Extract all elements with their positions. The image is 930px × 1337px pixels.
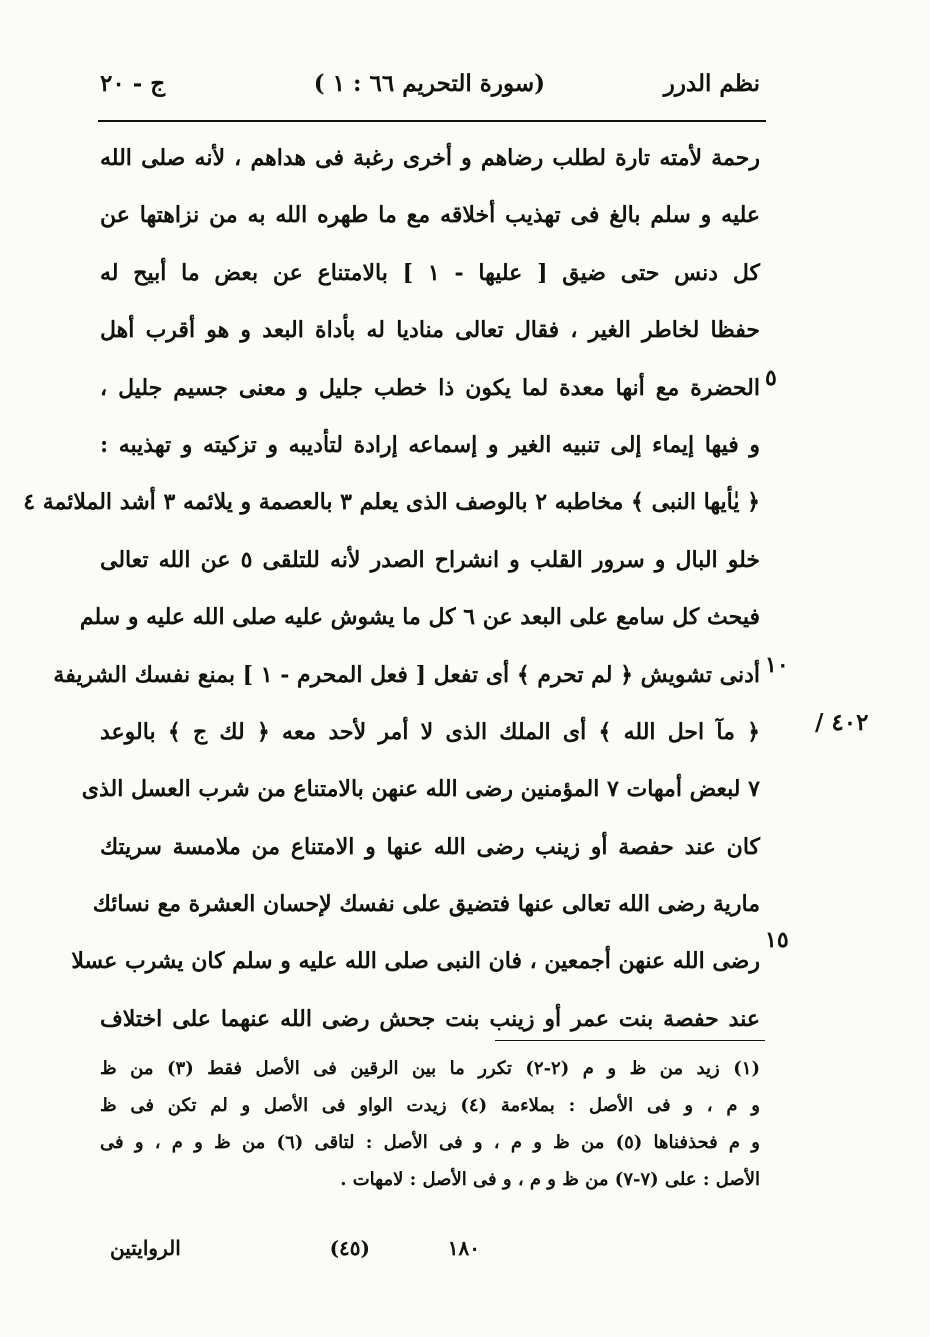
footnote-line: الأصل : على (٧-٧) من ظ و م ، و فى الأصل : لامهات . <box>340 1169 760 1190</box>
text-line: كان عند حفصة أو زينب رضى الله عنها و الامتناع من ملامسة سريتك <box>100 833 760 860</box>
text-line: و فيها إيماء إلى تنبيه الغير و إسماعه إرادة لتأديبه و تزكيته و تهذيبه : <box>100 431 760 458</box>
header-rule <box>98 120 766 122</box>
press-mark: الروايتين <box>110 1236 181 1260</box>
footnote-line: و م ، و فى الأصل : بملاءمة (٤) زيدت الواو فى الأصل و لم تكن فى ظ <box>100 1095 760 1116</box>
text-line: الحضرة مع أنها معدة لما يكون ذا خطب جليل و معنى جسيم جليل ، <box>100 374 760 401</box>
footnote-rule <box>495 1040 765 1041</box>
footnotes <box>100 1050 760 1198</box>
text-line: ﴿ مآ احل الله ﴾ أى الملك الذى لا أمر لأحد معه ﴿ لك ج ﴾ بالوعد <box>100 718 760 745</box>
text-line: مارية رضى الله تعالى عنها فتضيق على نفسك لإحسان العشرة مع نسائك <box>92 891 760 918</box>
signature-mark: (٤٥) <box>329 1236 370 1260</box>
text-line: عند حفصة بنت عمر أو زينب بنت جحش رضى الله عنهما على اختلاف <box>100 1005 760 1032</box>
margin-page-reference: ٤٠٢ / <box>815 709 869 736</box>
text-line: رحمة لأمته تارة لطلب رضاهم و أخرى رغبة فى هداهم ، لأنه صلى الله <box>100 145 760 171</box>
line-number-15: ١٥ <box>765 927 789 953</box>
text-line: ٧ لبعض أمهات ٧ المؤمنين رضى الله عنهن بالامتناع من شرب العسل الذى <box>81 776 760 803</box>
text-line: فيحث كل سامع على البعد عن ٦ كل ما يشوش عليه صلى الله عليه و سلم <box>79 604 760 631</box>
text-line: ﴿ يٰأيها النبى ﴾ مخاطبه ٢ بالوصف الذى يعلم ٣ بالعصمة و يلائمه ٣ أشد الملائمة ٤ <box>23 489 760 516</box>
text-line: عليه و سلم بالغ فى تهذيب أخلاقه مع ما طهره الله به من نزاهتها عن <box>100 202 760 229</box>
line-number-10: ١٠ <box>765 652 789 678</box>
book-title: نظم الدرر <box>663 70 760 97</box>
text-line: خلو البال و سرور القلب و انشراح الصدر لأنه للتلقى ٥ عن الله تعالى <box>100 546 760 573</box>
page-number: ١٨٠ <box>447 1236 480 1260</box>
text-line: حفظا لخاطر الغير ، فقال تعالى مناديا له بأداة البعد و هو أقرب أهل <box>100 317 760 344</box>
volume-number: ج - ٢٠ <box>100 70 166 97</box>
footnote-line: (١) زيد من ظ و م (٢-٢) تكرر ما بين الرقين فى الأصل فقط (٣) من ظ <box>100 1058 760 1079</box>
text-line: كل دنس حتى ضيق [ عليها - ١ ] بالامتناع عن بعض ما أبيح له <box>100 259 760 286</box>
footnote-line: و م فحذفناها (٥) من ظ و م ، و فى الأصل : لتاقى (٦) من ظ و م ، و فى <box>100 1132 760 1153</box>
page-footer <box>100 1236 480 1276</box>
surah-reference: (سورة التحريم ٦٦ : ١ ) <box>313 70 545 97</box>
running-header <box>100 62 760 112</box>
text-line: أدنى تشويش ﴿ لم تحرم ﴾ أى تفعل [ فعل المحرم - ١ ] بمنع نفسك الشريفة <box>53 661 760 688</box>
main-text <box>23 130 760 1048</box>
text-line: رضى الله عنهن أجمعين ، فان النبى صلى الله عليه و سلم كان يشرب عسلا <box>71 948 760 975</box>
line-number-5: ٥ <box>765 365 777 391</box>
